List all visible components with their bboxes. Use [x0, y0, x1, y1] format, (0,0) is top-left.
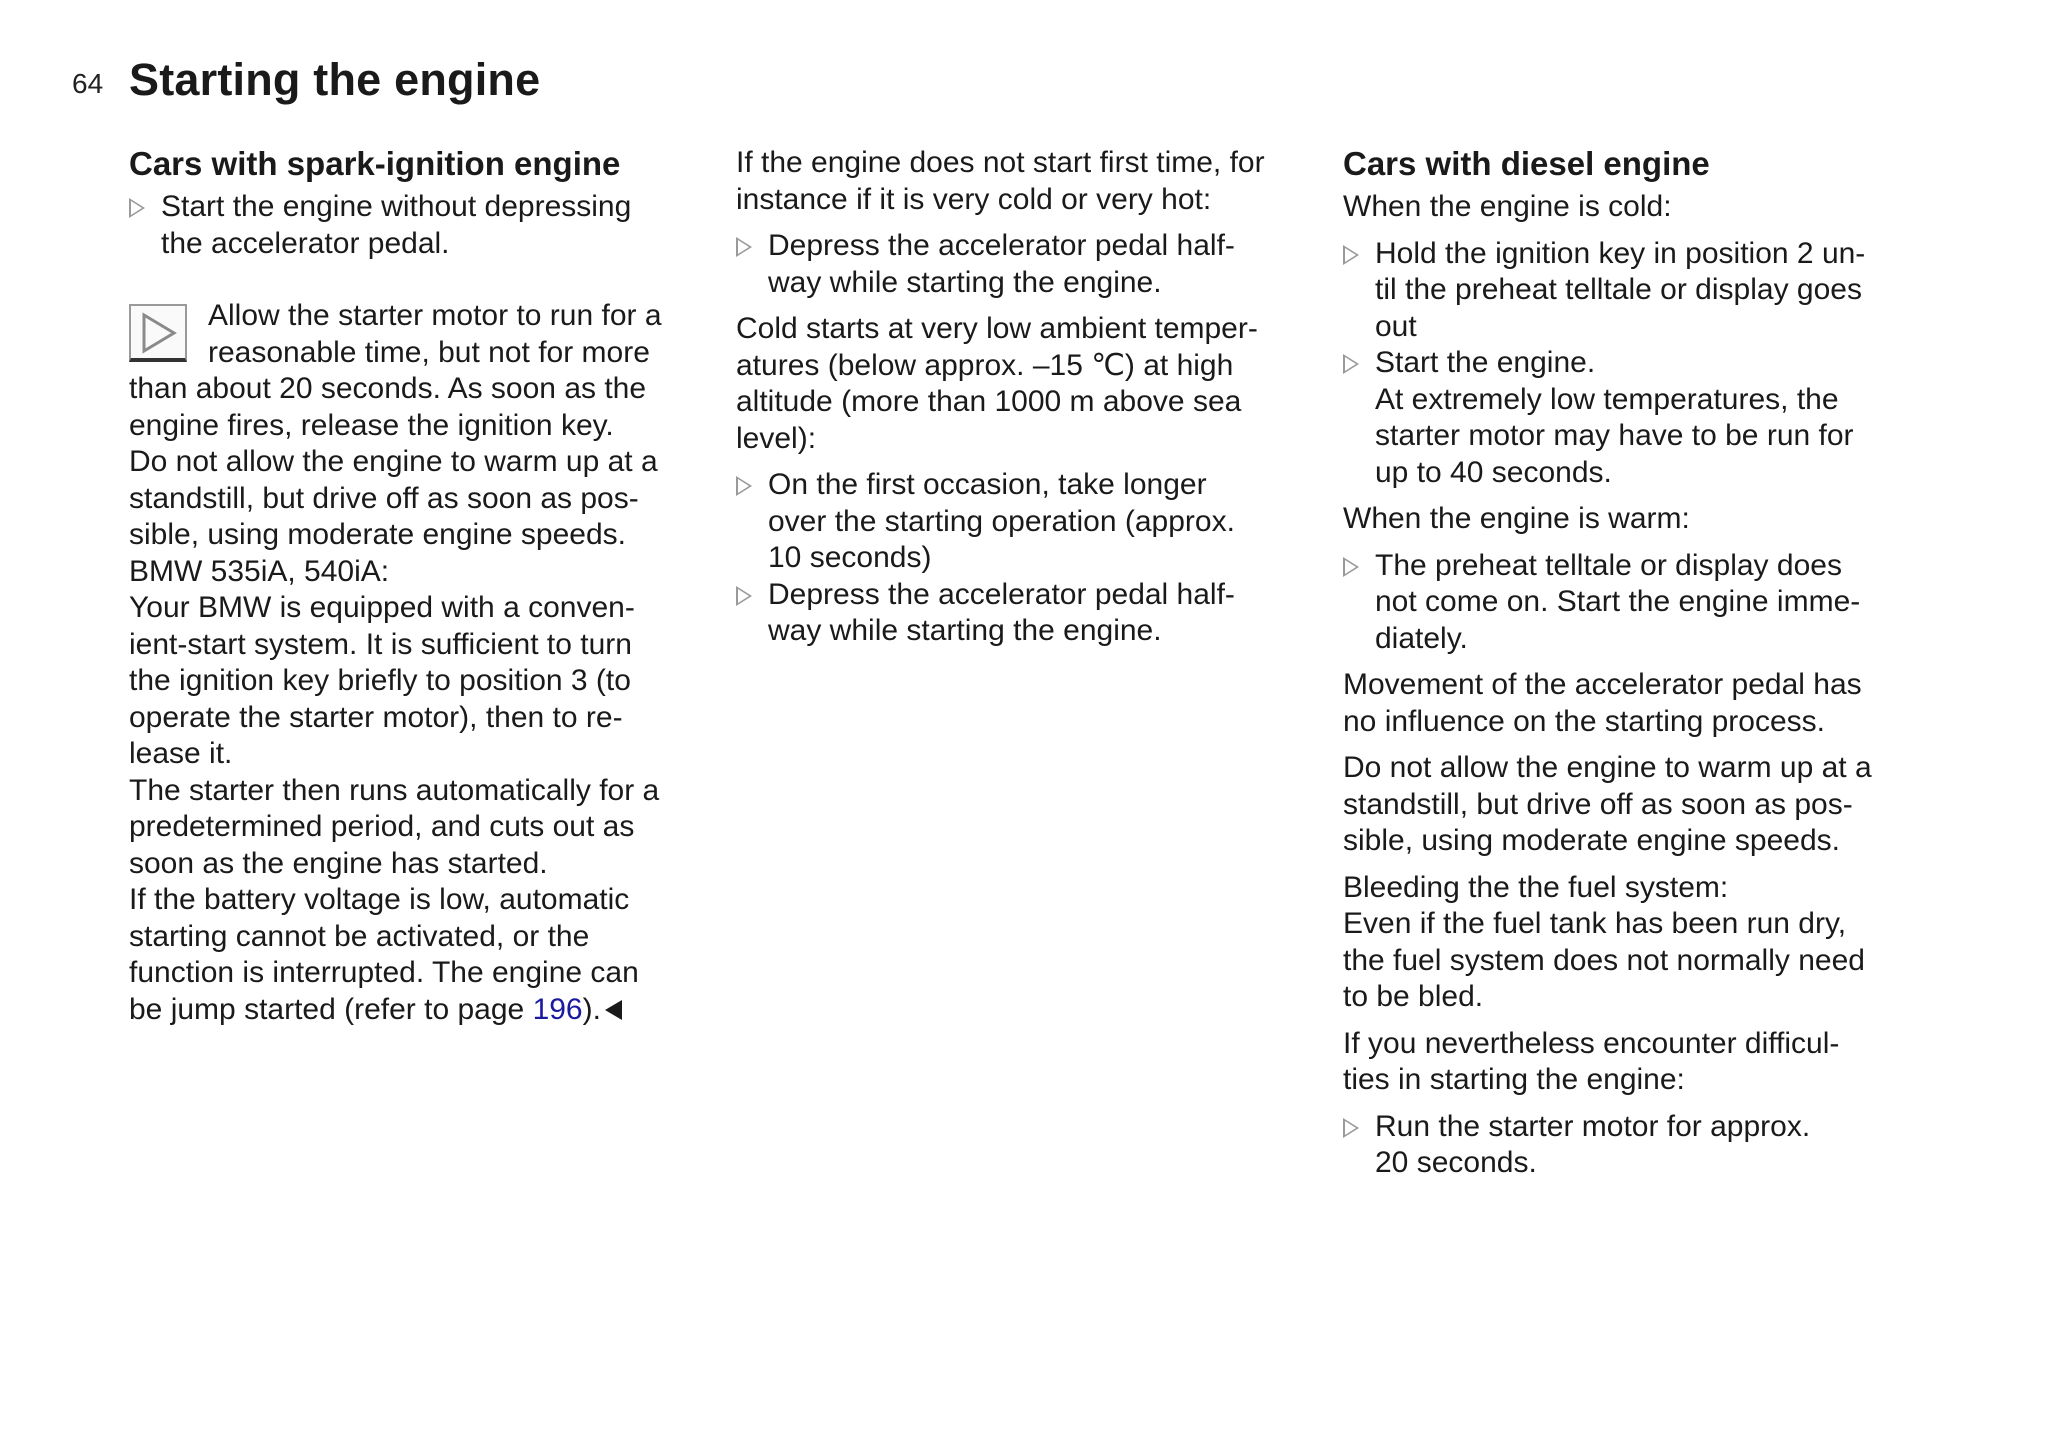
text-line: Do not allow the engine to warm up at a [129, 445, 658, 478]
text-line: If the engine does not start first time, for [736, 146, 1265, 179]
text-line: the ignition key briefly to position 3 (to [129, 664, 631, 697]
text-line: Even if the fuel tank has been run dry, [1343, 907, 1847, 940]
text-line: reasonable time, but not for more [208, 335, 650, 369]
paragraph [736, 145, 1326, 218]
bullet-item [1343, 236, 1933, 346]
bullet-arrow-icon [736, 237, 752, 257]
page-title: Starting the engine [129, 54, 541, 105]
text-line: instance if it is very cold or very hot: [736, 182, 1212, 216]
text-line: out [1375, 309, 1417, 343]
text-line: up to 40 seconds. [1375, 455, 1612, 489]
bullet-list [1343, 1109, 1933, 1182]
text-line: Start the engine. [1375, 346, 1596, 379]
bullet-list [1343, 548, 1933, 658]
text-line: Start the engine without depressing [161, 190, 632, 223]
paragraph [1343, 667, 1933, 740]
bullet-item [736, 577, 1326, 650]
bullet-arrow-icon [129, 198, 145, 218]
text-line: Movement of the accelerator pedal has [1343, 668, 1862, 701]
text-line: the accelerator pedal. [161, 226, 450, 260]
text-line: ient-start system. It is sufficient to turn [129, 627, 632, 661]
text-line: starter motor may have to be run for [1375, 419, 1854, 452]
column-left [129, 143, 719, 1028]
text-line: If you nevertheless encounter difficul- [1343, 1026, 1840, 1060]
text-line: over the starting operation (approx. [768, 504, 1235, 538]
text-line: predetermined period, and cuts out as [129, 810, 635, 843]
text-line: to be bled. [1343, 980, 1484, 1013]
section-heading-diesel: Cars with diesel engine [1343, 145, 1710, 182]
text-line: The preheat telltale or display does [1375, 548, 1842, 582]
column-middle [736, 143, 1326, 660]
bullet-arrow-icon [1343, 557, 1359, 577]
text-line: than about 20 seconds. As soon as the [129, 372, 647, 405]
text-line: If the battery voltage is low, automatic [129, 883, 630, 916]
paragraph [1343, 750, 1933, 860]
text-line: standstill, but drive off as soon as pos- [1343, 787, 1853, 821]
text-line: 20 seconds. [1375, 1146, 1537, 1179]
paragraph [736, 311, 1326, 457]
text-line-with-link [129, 992, 719, 1029]
text-fragment: be jump started (refer to page [129, 992, 533, 1026]
text-line: not come on. Start the engine imme- [1375, 585, 1861, 618]
text-line: sible, using moderate engine speeds. [129, 518, 626, 551]
text-line: function is interrupted. The engine can [129, 956, 639, 989]
text-line: level): [736, 421, 817, 455]
text-line: soon as the engine has started. [129, 846, 548, 880]
section-heading-spark-ignition: Cars with spark-ignition engine [129, 145, 621, 182]
text-line: starting cannot be activated, or the [129, 919, 590, 953]
column-right [1343, 143, 1933, 1192]
bullet-arrow-icon [1343, 245, 1359, 265]
bullet-item [736, 228, 1326, 301]
text-line: lease it. [129, 737, 233, 770]
note-arrow-icon [129, 304, 187, 362]
text-line: Depress the accelerator pedal half- [768, 229, 1235, 262]
text-line: standstill, but drive off as soon as pos- [129, 481, 639, 515]
text-line: sible, using moderate engine speeds. [1343, 824, 1840, 857]
text-line: On the first occasion, take longer [768, 468, 1207, 501]
text-line: way while starting the engine. [768, 614, 1162, 647]
text-line: Bleeding the the fuel system: [1343, 870, 1729, 904]
bullet-list [1343, 236, 1933, 492]
text-line: no influence on the starting process. [1343, 704, 1825, 738]
text-line: Run the starter motor for approx. [1375, 1109, 1811, 1143]
paragraph [1343, 501, 1933, 538]
text-line: Cold starts at very low ambient temper- [736, 312, 1258, 345]
bullet-arrow-icon [736, 476, 752, 496]
text-line: BMW 535iA, 540iA: [129, 554, 390, 588]
text-line: operate the starter motor), then to re- [129, 700, 623, 734]
bullet-arrow-icon [1343, 354, 1359, 374]
text-line: Allow the starter motor to run for a [208, 299, 662, 332]
bullet-item [1343, 1109, 1933, 1182]
text-line: diately. [1375, 621, 1468, 655]
bullet-item [1343, 345, 1933, 491]
text-line: Depress the accelerator pedal half- [768, 577, 1235, 611]
bullet-arrow-icon [736, 586, 752, 606]
page-number: 64 [72, 68, 104, 99]
text-line: the fuel system does not normally need [1343, 943, 1865, 977]
bullet-list [736, 467, 1326, 650]
end-mark-icon [605, 1000, 622, 1020]
text-line: At extremely low temperatures, the [1375, 382, 1839, 416]
text-line: When the engine is warm: [1343, 502, 1690, 535]
text-line: atures (below approx. –15 ℃) at high [736, 348, 1234, 382]
text-line: Do not allow the engine to warm up at a [1343, 751, 1872, 784]
text-line: altitude (more than 1000 m above sea [736, 385, 1242, 418]
paragraph [1343, 189, 1933, 226]
text-line: Your BMW is equipped with a conven- [129, 591, 635, 624]
text-line: The starter then runs automatically for a [129, 773, 660, 807]
text-line: Hold the ignition key in position 2 un- [1375, 236, 1866, 270]
bullet-item [736, 467, 1326, 577]
page-link[interactable]: 196 [532, 992, 583, 1026]
text-line: When the engine is cold: [1343, 190, 1672, 223]
text-line: ties in starting the engine: [1343, 1063, 1685, 1096]
paragraph [1343, 1026, 1933, 1099]
text-line: 10 seconds) [768, 541, 932, 574]
text-line: way while starting the engine. [768, 265, 1162, 299]
text-line: engine fires, release the ignition key. [129, 408, 614, 442]
bullet-item [1343, 548, 1933, 658]
paragraph [1343, 870, 1933, 1016]
bullet-item [129, 189, 719, 262]
text-line: til the preheat telltale or display goes [1375, 273, 1862, 306]
bullet-arrow-icon [1343, 1118, 1359, 1138]
text-fragment: ). [582, 992, 601, 1026]
note-block [129, 298, 719, 1028]
bullet-list [736, 228, 1326, 301]
